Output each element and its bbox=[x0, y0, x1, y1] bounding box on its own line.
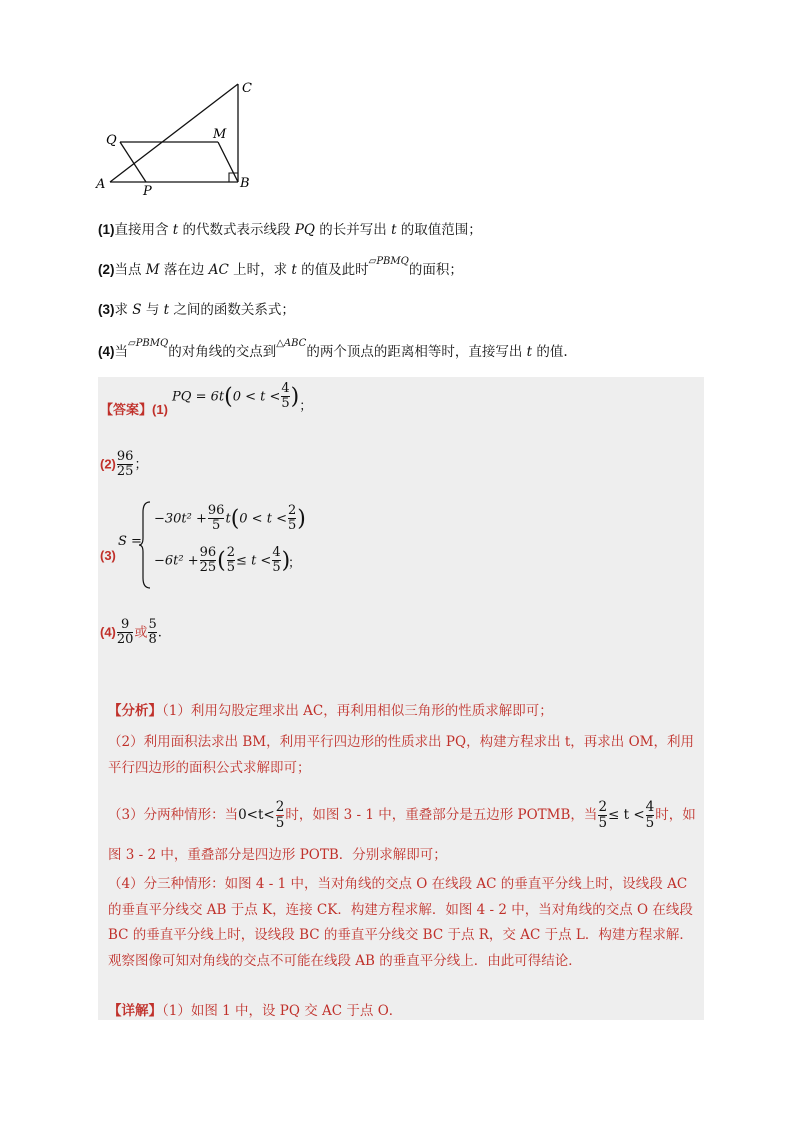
answer-2: (2) $\frac{96}{25}$ ； bbox=[100, 449, 148, 480]
detail: 【详解】（1）如图 1 中，设 PQ 交 AC 于点 O． bbox=[108, 1003, 403, 1019]
question-3: (3)求 S 与 t 之间的函数关系式； bbox=[98, 302, 295, 318]
piecewise-row-1: −30t² + $\frac{96}{5}$ t(0 < t < $\frac{2}{5}$ ) bbox=[154, 503, 306, 534]
answer-1: 【答案】(1) PQ = 6t(0 < t < $\frac{4}{5}$ )； bbox=[100, 381, 313, 418]
answer-4: (4) $\frac{9}{20}$ 或 $\frac{5}{8}$ . bbox=[100, 617, 162, 648]
label-P: P bbox=[143, 184, 152, 199]
label-Q: Q bbox=[106, 133, 117, 148]
label-A: A bbox=[96, 177, 106, 192]
segment-QP bbox=[120, 142, 146, 182]
parallelogram-symbol: ▱PBMQ bbox=[368, 256, 409, 267]
parallelogram-symbol: ▱PBMQ bbox=[128, 338, 169, 349]
geometry-figure bbox=[90, 70, 270, 200]
question-2: (2)当点 M 落在边 AC 上时，求 t 的值及此时$^{▱PBMQ}$的面积； bbox=[98, 256, 463, 278]
analysis-p4: （4）分三种情形：如图 4 - 1 中，当对角线的交点 O 在线段 AC 的垂直平分线上时，设线段 AC 的垂直平分线交 AB 于点 K，连接 CK．构建方程求解．如图 4 - 2 中，当对角线的交点 O 在线段 BC 的垂直平分线上时，设线段 BC 的垂直平分线交 BC 于点 R，交 AC 于点 L．构建方程求解．观察图像可知对角线的交点不可能在线段 AB 的垂直平分线上．由此可得结论． bbox=[108, 876, 693, 969]
analysis-p3-line2: 图 3 - 2 中，重叠部分是四边形 POTB．分别求解即可； bbox=[108, 847, 447, 863]
analysis-p3: （3）分两种情形：当0<t< $\frac{2}{5}$ 时，如图 3 - 1 中，重叠部分是五边形 POTMB，当 $\frac{2}{5}$ ≤ t < $\frac{4}{5}$ 时，如 bbox=[108, 799, 696, 831]
label-C: C bbox=[242, 81, 252, 96]
question-1: (1)直接用含 t 的代数式表示线段 PQ 的长并写出 t 的取值范围； bbox=[98, 222, 482, 238]
label-M: M bbox=[213, 127, 227, 142]
piecewise-brace bbox=[138, 500, 152, 590]
label-B: B bbox=[240, 176, 250, 191]
segment-MB bbox=[218, 142, 238, 182]
triangle-symbol: △ABC bbox=[276, 338, 307, 349]
piecewise-row-2: −6t² + $\frac{96}{25}$ ( $\frac{2}{5}$ ≤ t < $\frac{4}{5}$ ) bbox=[154, 545, 291, 576]
analysis-p2: （2）利用面积法求出 BM，利用平行四边形的性质求出 PQ，构建方程求出 t，再求出 OM，利用平行四边形的面积公式求解即可； bbox=[108, 734, 694, 776]
question-4: (4)当$^{▱PBMQ}$的对角线的交点到$^{\triangle ABC}$的两个顶点的距离相等时，直接写出 t 的值. bbox=[98, 338, 568, 360]
analysis-p1: 【分析】（1）利用勾股定理求出 AC，再利用相似三角形的性质求解即可； bbox=[108, 703, 553, 719]
